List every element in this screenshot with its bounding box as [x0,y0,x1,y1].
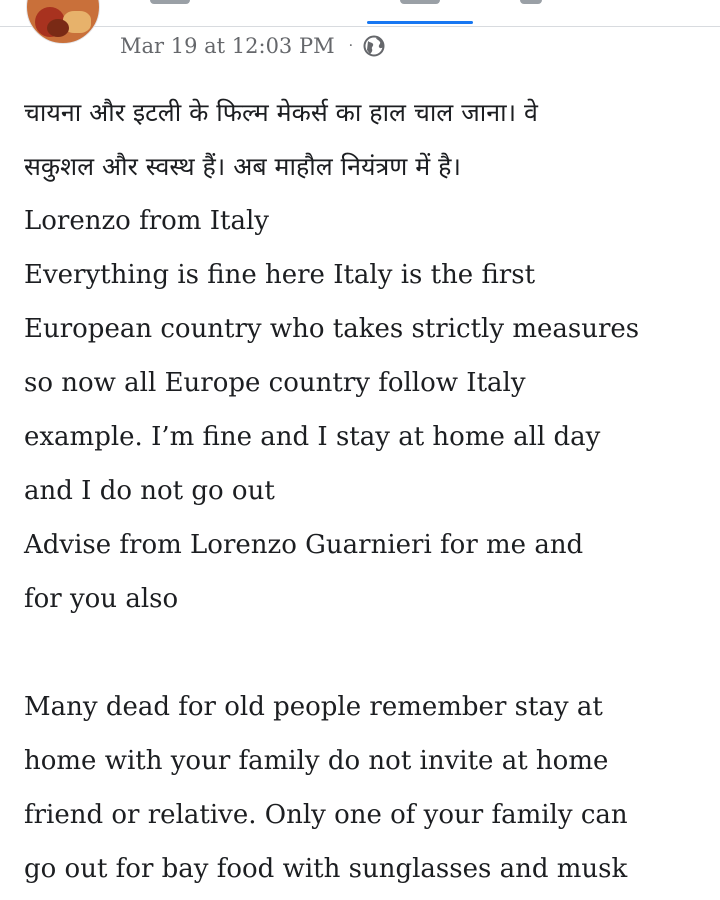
post-line: चायना और इटली के फिल्म मेकर्स का हाल चाल जाना। वे [24,98,538,127]
nav-tab-stub[interactable] [150,0,190,4]
profile-avatar[interactable] [26,0,100,44]
globe-icon[interactable] [363,35,385,57]
active-tab-indicator [367,21,473,24]
post-line: so now all Europe country follow Italy [24,368,526,398]
post-line: Advise from Lorenzo Guarnieri for me and [24,530,584,560]
post-timestamp[interactable]: Mar 19 at 12:03 PM [120,34,335,58]
post-line: home with your family do not invite at home [24,746,609,776]
meta-separator: · [348,38,354,54]
post-blank-line [24,626,704,680]
post-line: European country who takes strictly measures [24,314,640,344]
nav-tab-stub[interactable] [520,0,542,4]
post-line: Everything is fine here Italy is the first [24,260,536,290]
post-meta [120,31,385,61]
post-line: go out for bay food with sunglasses and musk [24,854,628,884]
post-line: सकुशल और स्वस्थ हैं। अब माहौल नियंत्रण में है। [24,152,461,181]
post-line: Many dead for old people remember stay at [24,692,603,722]
post-line: friend or relative. Only one of your family can [24,800,628,830]
nav-tab-stub[interactable] [400,0,440,4]
top-navigation-bar [0,0,720,27]
post-line: example. I’m fine and I stay at home all day [24,422,601,452]
post-line: Lorenzo from Italy [24,206,269,236]
post-line: and I do not go out [24,476,275,506]
post-text [24,86,704,896]
post-line: for you also [24,584,179,614]
